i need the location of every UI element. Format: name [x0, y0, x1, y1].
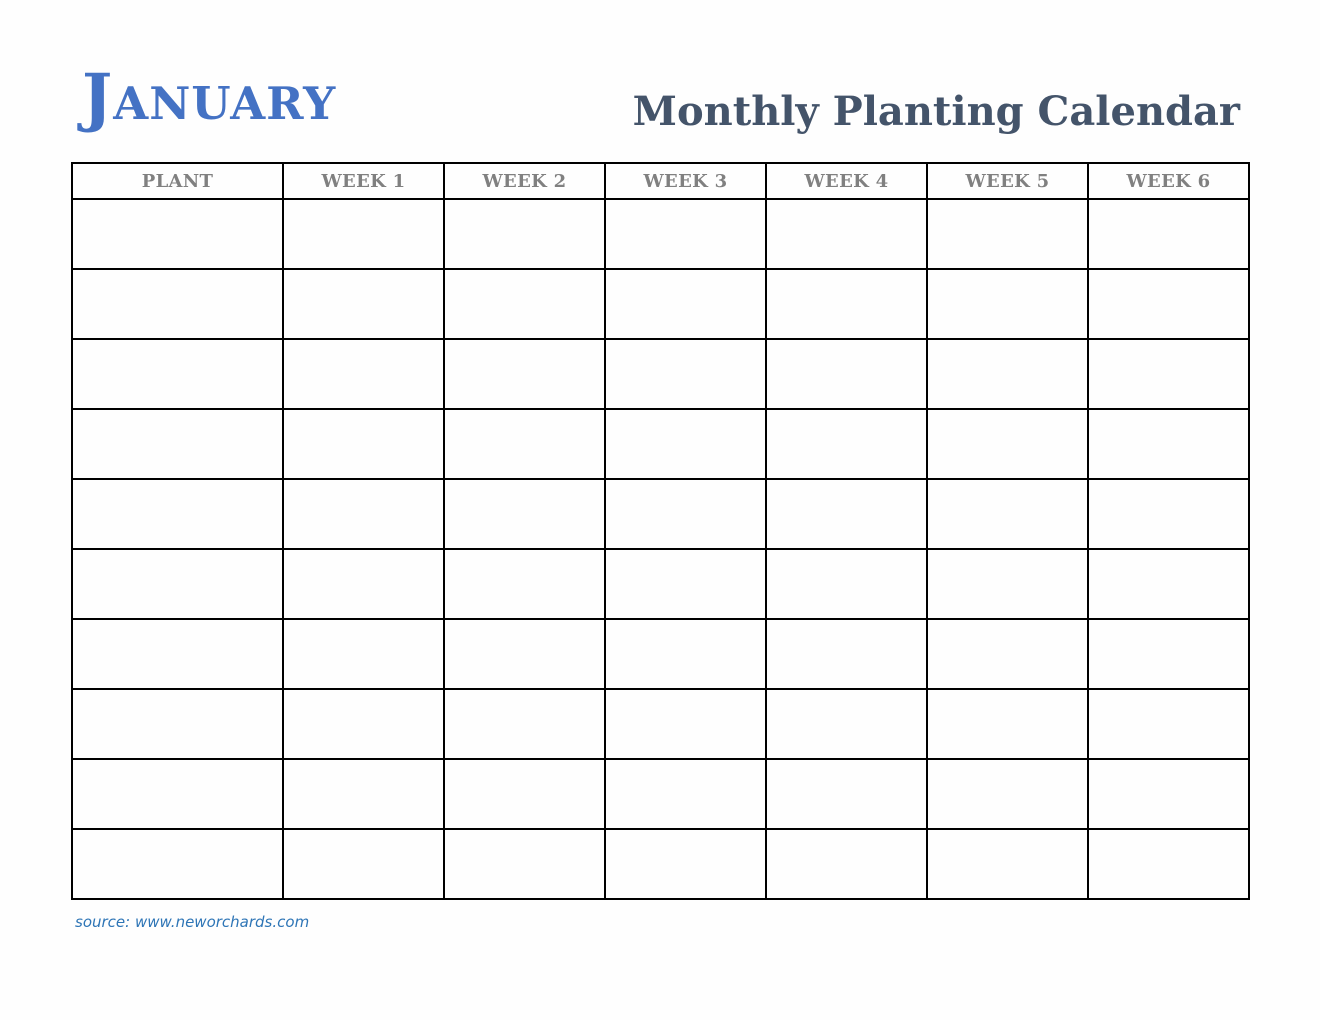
week-cell[interactable] [444, 619, 605, 689]
column-header-week-4: WEEK 4 [766, 163, 927, 199]
week-cell[interactable] [605, 829, 766, 899]
week-cell[interactable] [605, 479, 766, 549]
plant-cell[interactable] [72, 549, 283, 619]
week-cell[interactable] [927, 759, 1088, 829]
week-cell[interactable] [605, 759, 766, 829]
week-cell[interactable] [766, 269, 927, 339]
week-cell[interactable] [444, 759, 605, 829]
week-cell[interactable] [605, 619, 766, 689]
column-header-week-3: WEEK 3 [605, 163, 766, 199]
column-header-week-1: WEEK 1 [283, 163, 444, 199]
week-cell[interactable] [444, 269, 605, 339]
plant-cell[interactable] [72, 829, 283, 899]
week-cell[interactable] [766, 479, 927, 549]
plant-cell[interactable] [72, 339, 283, 409]
source-link[interactable]: source: www.neworchards.com [75, 913, 310, 931]
week-cell[interactable] [283, 549, 444, 619]
week-cell[interactable] [927, 549, 1088, 619]
week-cell[interactable] [1088, 549, 1249, 619]
week-cell[interactable] [927, 689, 1088, 759]
table-row [72, 619, 1249, 689]
plant-cell[interactable] [72, 269, 283, 339]
table-row [72, 759, 1249, 829]
week-cell[interactable] [283, 759, 444, 829]
week-cell[interactable] [283, 409, 444, 479]
week-cell[interactable] [1088, 619, 1249, 689]
week-cell[interactable] [927, 619, 1088, 689]
week-cell[interactable] [605, 549, 766, 619]
week-cell[interactable] [766, 549, 927, 619]
week-cell[interactable] [283, 269, 444, 339]
table-row [72, 269, 1249, 339]
planting-calendar [71, 162, 1248, 900]
week-cell[interactable] [1088, 409, 1249, 479]
column-header-week-2: WEEK 2 [444, 163, 605, 199]
week-cell[interactable] [283, 689, 444, 759]
week-cell[interactable] [283, 619, 444, 689]
table-row [72, 339, 1249, 409]
week-cell[interactable] [1088, 829, 1249, 899]
month-title: January [82, 60, 337, 135]
table-row [72, 689, 1249, 759]
plant-cell[interactable] [72, 619, 283, 689]
page-title: Monthly Planting Calendar [632, 88, 1240, 135]
week-cell[interactable] [444, 829, 605, 899]
week-cell[interactable] [927, 269, 1088, 339]
column-header-week-6: WEEK 6 [1088, 163, 1249, 199]
week-cell[interactable] [766, 409, 927, 479]
week-cell[interactable] [927, 409, 1088, 479]
week-cell[interactable] [927, 339, 1088, 409]
week-cell[interactable] [444, 689, 605, 759]
week-cell[interactable] [1088, 199, 1249, 269]
table-row [72, 829, 1249, 899]
plant-cell[interactable] [72, 689, 283, 759]
week-cell[interactable] [283, 199, 444, 269]
week-cell[interactable] [766, 619, 927, 689]
week-cell[interactable] [605, 199, 766, 269]
week-cell[interactable] [766, 829, 927, 899]
header-row [72, 163, 1249, 199]
plant-cell[interactable] [72, 199, 283, 269]
week-cell[interactable] [1088, 339, 1249, 409]
table-row [72, 199, 1249, 269]
week-cell[interactable] [927, 199, 1088, 269]
week-cell[interactable] [605, 689, 766, 759]
week-cell[interactable] [283, 829, 444, 899]
week-cell[interactable] [283, 339, 444, 409]
column-header-week-5: WEEK 5 [927, 163, 1088, 199]
table-row [72, 479, 1249, 549]
plant-cell[interactable] [72, 409, 283, 479]
week-cell[interactable] [766, 759, 927, 829]
week-cell[interactable] [283, 479, 444, 549]
week-cell[interactable] [1088, 479, 1249, 549]
week-cell[interactable] [444, 479, 605, 549]
table-body [72, 199, 1249, 899]
table-row [72, 549, 1249, 619]
column-header-plant: PLANT [72, 163, 283, 199]
week-cell[interactable] [1088, 269, 1249, 339]
week-cell[interactable] [444, 199, 605, 269]
week-cell[interactable] [927, 479, 1088, 549]
planting-table [71, 162, 1250, 900]
table-row [72, 409, 1249, 479]
week-cell[interactable] [1088, 689, 1249, 759]
plant-cell[interactable] [72, 759, 283, 829]
week-cell[interactable] [766, 199, 927, 269]
week-cell[interactable] [605, 339, 766, 409]
week-cell[interactable] [605, 269, 766, 339]
week-cell[interactable] [1088, 759, 1249, 829]
plant-cell[interactable] [72, 479, 283, 549]
week-cell[interactable] [927, 829, 1088, 899]
week-cell[interactable] [444, 409, 605, 479]
week-cell[interactable] [444, 339, 605, 409]
week-cell[interactable] [766, 339, 927, 409]
week-cell[interactable] [605, 409, 766, 479]
week-cell[interactable] [766, 689, 927, 759]
week-cell[interactable] [444, 549, 605, 619]
